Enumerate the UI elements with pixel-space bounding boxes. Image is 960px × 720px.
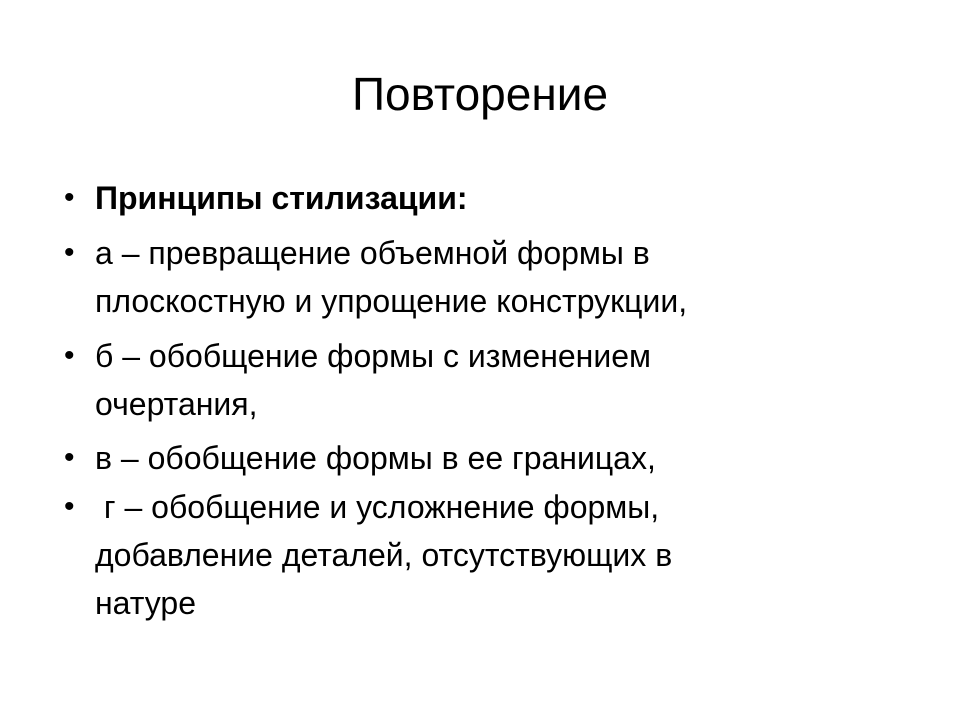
list-item-text: Принципы стилизации: xyxy=(95,180,468,216)
bullet-icon: • xyxy=(64,181,75,214)
bullet-icon: • xyxy=(64,339,75,372)
slide-title: Повторение xyxy=(351,68,609,120)
list-item-text: б – обобщение формы с изменением очертания, xyxy=(95,338,652,422)
list-item-text: а – превращение объемной формы в плоскостную и упрощение конструкции, xyxy=(95,235,688,319)
list-item xyxy=(64,229,924,325)
bullet-icon: • xyxy=(64,490,75,523)
bullet-icon: • xyxy=(64,441,75,474)
list-item xyxy=(64,483,924,627)
list-item xyxy=(64,434,924,482)
list-item-text: г – обобщение и усложнение формы, добавление деталей, отсутствующих в натуре xyxy=(95,489,673,621)
list-item-text: в – обобщение формы в ее границах, xyxy=(95,440,656,476)
list-item xyxy=(64,332,924,428)
list-item xyxy=(64,174,924,222)
bullet-icon: • xyxy=(64,236,75,269)
